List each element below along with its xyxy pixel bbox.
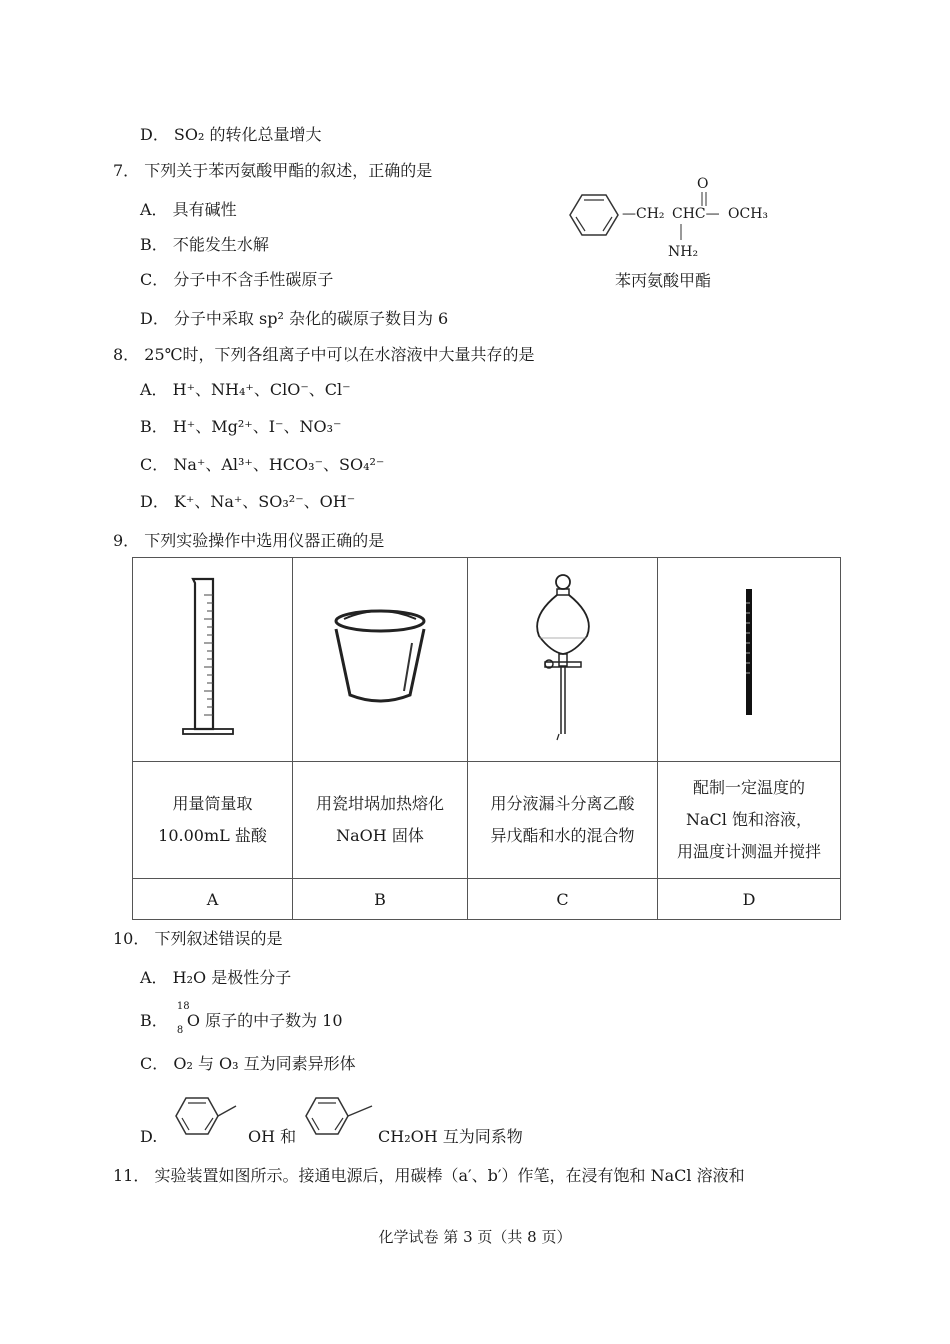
q7-option-d: D． 分子中采取 sp² 杂化的碳原子数目为 6	[140, 309, 449, 328]
q7-stem: 7． 下列关于苯丙氨酸甲酯的叙述，正确的是	[113, 161, 433, 180]
benzyl-alcohol-benzene-icon	[300, 1094, 380, 1144]
col-a-line2: 10.00mL 盐酸	[158, 826, 267, 845]
o-label: O	[697, 176, 709, 192]
col-a-line1: 用量筒量取	[172, 794, 253, 813]
q6-option-d: D． SO₂ 的转化总量增大	[140, 125, 322, 144]
col-a-label: A	[133, 879, 293, 920]
q10-option-b-text: O 原子的中子数为 10	[186, 1011, 343, 1030]
och3-label: OCH₃	[728, 206, 769, 222]
col-c-line1: 用分液漏斗分离乙酸	[490, 794, 635, 813]
structure-caption: 苯丙氨酸甲酯	[615, 271, 712, 290]
instrument-table	[132, 557, 841, 920]
single-bond-icon	[678, 224, 688, 244]
isotope-notation	[173, 1001, 190, 1036]
page-footer: 化学试卷 第 3 页（共 8 页）	[378, 1228, 572, 1246]
separatory-funnel-icon	[523, 568, 603, 748]
q10-option-d-mid: OH 和	[248, 1127, 297, 1146]
thermometer-icon	[729, 583, 769, 733]
phenol-benzene-icon	[170, 1094, 250, 1144]
col-c-line2: 异戊酯和水的混合物	[490, 826, 635, 845]
col-d-line1: 配制一定温度的	[692, 778, 805, 797]
chc-label: CHC—	[672, 206, 720, 222]
col-d-label: D	[658, 879, 841, 920]
q10-option-b-prefix: B．	[140, 1011, 168, 1030]
q10-option-b	[140, 1001, 343, 1036]
q8-option-a: A． H⁺、NH₄⁺、ClO⁻、Cl⁻	[140, 380, 351, 399]
col-c-description	[468, 762, 658, 879]
double-bond-icon	[698, 192, 718, 212]
col-b-line1: 用瓷坩埚加热熔化	[315, 794, 444, 813]
thermometer-cell	[658, 558, 841, 762]
col-c-label: C	[468, 879, 658, 920]
col-a-description	[133, 762, 293, 879]
col-b-description	[293, 762, 468, 879]
q7-option-b: B． 不能发生水解	[140, 235, 269, 254]
q10-stem: 10． 下列叙述错误的是	[113, 929, 283, 948]
q8-option-d: D． K⁺、Na⁺、SO₃²⁻、OH⁻	[140, 492, 356, 511]
col-d-line3: 用温度计测温并搅拌	[676, 842, 821, 861]
q8-stem: 8． 25℃时，下列各组离子中可以在水溶液中大量共存的是	[113, 345, 535, 364]
q10-option-d-prefix: D.	[140, 1127, 158, 1146]
q7-option-a: A． 具有碱性	[140, 200, 237, 219]
separatory-funnel-cell	[468, 558, 658, 762]
col-b-label: B	[293, 879, 468, 920]
graduated-cylinder-cell	[133, 558, 293, 762]
q7-option-c: C． 分子中不含手性碳原子	[140, 270, 334, 289]
q10-option-c: C． O₂ 与 O₃ 互为同素异形体	[140, 1054, 356, 1073]
isotope-mass-number: 18	[176, 1001, 190, 1012]
col-b-line2: NaOH 固体	[336, 826, 424, 845]
q11-stem: 11． 实验装置如图所示。接通电源后，用碳棒（a′、b′）作笔，在浸有饱和 NaCl 溶液和	[113, 1166, 745, 1185]
nh2-label: NH₂	[668, 244, 699, 260]
phenylalanine-methyl-ester-structure	[560, 170, 800, 295]
ch2-label: —CH₂	[622, 206, 665, 222]
crucible-cell	[293, 558, 468, 762]
q8-option-b: B． H⁺、Mg²⁺、I⁻、NO₃⁻	[140, 417, 342, 436]
q10-option-a: A． H₂O 是极性分子	[140, 968, 292, 987]
isotope-atomic-number: 8	[176, 1025, 184, 1036]
col-d-description	[658, 762, 841, 879]
graduated-cylinder-icon	[173, 573, 253, 743]
q10-option-d-end: CH₂OH 互为同系物	[378, 1127, 523, 1146]
crucible-icon	[320, 603, 440, 713]
q8-option-c: C． Na⁺、Al³⁺、HCO₃⁻、SO₄²⁻	[140, 455, 385, 474]
col-d-line2: NaCl 饱和溶液，	[686, 810, 812, 829]
q9-stem: 9． 下列实验操作中选用仪器正确的是	[113, 531, 385, 550]
